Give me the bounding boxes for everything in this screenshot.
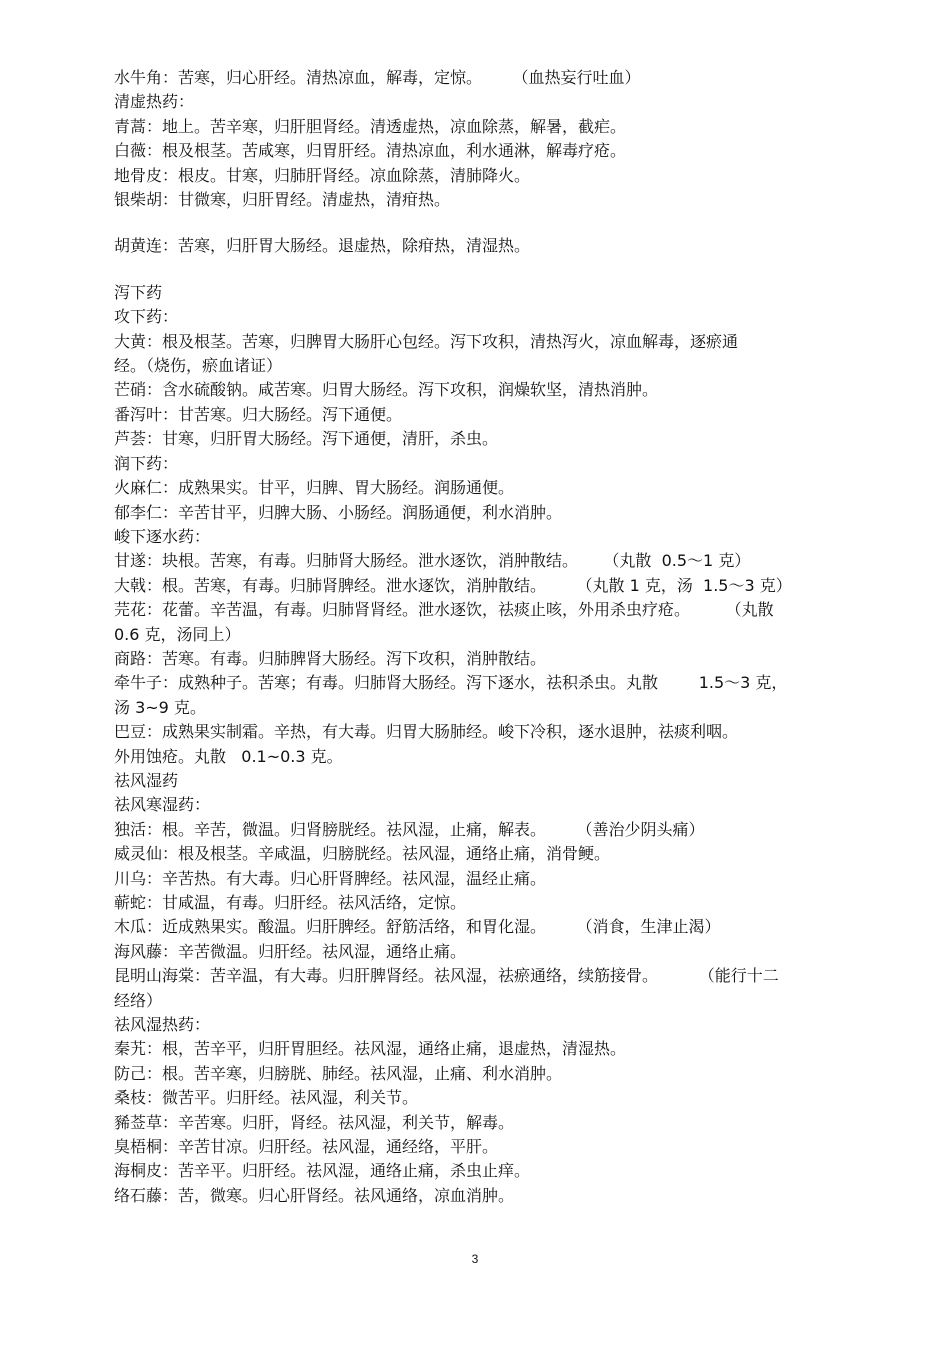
text-line: 昆明山海棠：苦辛温，有大毒。归肝脾肾经。祛风湿，祛瘀通络，续筋接骨。 （能行十二 (114, 966, 779, 986)
text-line: 芒硝：含水硫酸钠。咸苦寒。归胃大肠经。泻下攻积，润燥软坚，清热消肿。 (114, 380, 659, 400)
text-line: 川乌：辛苦热。有大毒。归心肝肾脾经。祛风湿，温经止痛。 (114, 868, 547, 888)
text-line: 独活：根。辛苦，微温。归肾膀胱经。祛风湿，止痛，解表。 （善治少阴头痛） (114, 819, 705, 839)
subsection-heading: 祛风寒湿药： (114, 795, 211, 815)
text-line: 海桐皮：苦辛平。归肝经。祛风湿，通络止痛，杀虫止痒。 (114, 1161, 531, 1181)
text-line: 火麻仁：成熟果实。甘平，归脾、胃大肠经。润肠通便。 (114, 478, 515, 498)
text-line: 防己：根。苦辛寒，归膀胱、肺经。祛风湿，止痛、利水消肿。 (114, 1063, 563, 1083)
text-line: 威灵仙：根及根茎。辛咸温，归膀胱经。祛风湿，通络止痛，消骨鲠。 (114, 844, 611, 864)
text-line: 巴豆：成熟果实制霜。辛热，有大毒。归胃大肠肺经。峻下冷积，逐水退肿，祛痰利咽。 (114, 722, 739, 742)
text-line: 外用蚀疮。丸散 0.1~0.3 克。 (114, 746, 343, 766)
text-line: 胡黄连：苦寒，归肝胃大肠经。退虚热，除疳热，清湿热。 (114, 236, 531, 256)
text-line: 白薇：根及根茎。苦咸寒，归胃肝经。清热凉血，利水通淋，解毒疗疮。 (114, 141, 627, 161)
text-line: 木瓜：近成熟果实。酸温。归肝脾经。舒筋活络，和胃化湿。 （消食，生津止渴） (114, 917, 721, 937)
text-line: 经。（烧伤，瘀血诸证） (114, 356, 283, 376)
subsection-heading: 峻下逐水药： (114, 526, 211, 546)
document-body (114, 66, 859, 1208)
text-line: 青蒿：地上。苦辛寒，归肝胆肾经。清透虚热，凉血除蒸，解暑，截疟。 (114, 116, 627, 136)
text-line: 芫花：花蕾。辛苦温，有毒。归肺肾肾经。泄水逐饮，祛痰止咳，外用杀虫疗疮。 （丸散 (114, 600, 774, 620)
subsection-heading: 润下药： (114, 453, 179, 473)
section-heading: 泻下药 (114, 282, 163, 302)
text-line: 牵牛子：成熟种子。苦寒；有毒。归肺肾大肠经。泻下逐水，祛积杀虫。丸散 1.5～3 克， (114, 673, 788, 693)
blank-line (114, 212, 859, 234)
text-line: 大戟：根。苦寒，有毒。归肺肾脾经。泄水逐饮，消肿散结。 （丸散 1 克，汤 1.5～3 克） (114, 575, 792, 595)
text-line: 番泻叶：甘苦寒。归大肠经。泻下通便。 (114, 404, 403, 424)
text-line: 豨莶草：辛苦寒。归肝，肾经。祛风湿，利关节，解毒。 (114, 1112, 515, 1132)
text-line: 银柴胡：甘微寒，归肝胃经。清虚热，清疳热。 (114, 190, 451, 210)
text-line: 络石藤：苦，微寒。归心肝肾经。祛风通络，凉血消肿。 (114, 1185, 515, 1205)
section-heading: 祛风湿药 (114, 770, 179, 790)
blank-line (114, 259, 859, 281)
page-number: 3 (471, 1252, 479, 1266)
text-line: 臭梧桐：辛苦甘凉。归肝经。祛风湿，通经络，平肝。 (114, 1137, 499, 1157)
text-line: 经络） (114, 990, 163, 1010)
subsection-heading: 祛风湿热药： (114, 1015, 211, 1035)
text-line: 甘遂：块根。苦寒，有毒。归肺肾大肠经。泄水逐饮，消肿散结。 （丸散 0.5～1 克） (114, 551, 751, 571)
text-line: 大黄：根及根茎。苦寒，归脾胃大肠肝心包经。泻下攻积，清热泻火，凉血解毒，逐瘀通 (114, 331, 739, 351)
text-line: 汤 3~9 克。 (114, 697, 206, 717)
subsection-heading: 攻下药： (114, 307, 179, 327)
text-line: 芦荟：甘寒，归肝胃大肠经。泻下通便，清肝，杀虫。 (114, 429, 499, 449)
text-line: 海风藤：辛苦微温。归肝经。祛风湿，通络止痛。 (114, 941, 467, 961)
text-line: 蕲蛇：甘咸温，有毒。归肝经。祛风活络，定惊。 (114, 893, 467, 912)
text-line: 水牛角：苦寒，归心肝经。清热凉血，解毒，定惊。 （血热妄行吐血） (114, 68, 641, 87)
text-line: 郁李仁：辛苦甘平，归脾大肠、小肠经。润肠通便，利水消肿。 (114, 502, 563, 522)
text-line: 秦艽：根，苦辛平，归肝胃胆经。祛风湿，通络止痛，退虚热，清湿热。 (114, 1039, 627, 1059)
text-line: 桑枝：微苦平。归肝经。祛风湿，利关节。 (114, 1088, 419, 1108)
text-line: 0.6 克，汤同上） (114, 624, 241, 644)
section-heading: 清虚热药： (114, 92, 195, 112)
text-line: 商路：苦寒。有毒。归肺脾肾大肠经。泻下攻积，消肿散结。 (114, 648, 547, 668)
text-line: 地骨皮：根皮。甘寒，归肺肝肾经。凉血除蒸，清肺降火。 (114, 165, 531, 185)
